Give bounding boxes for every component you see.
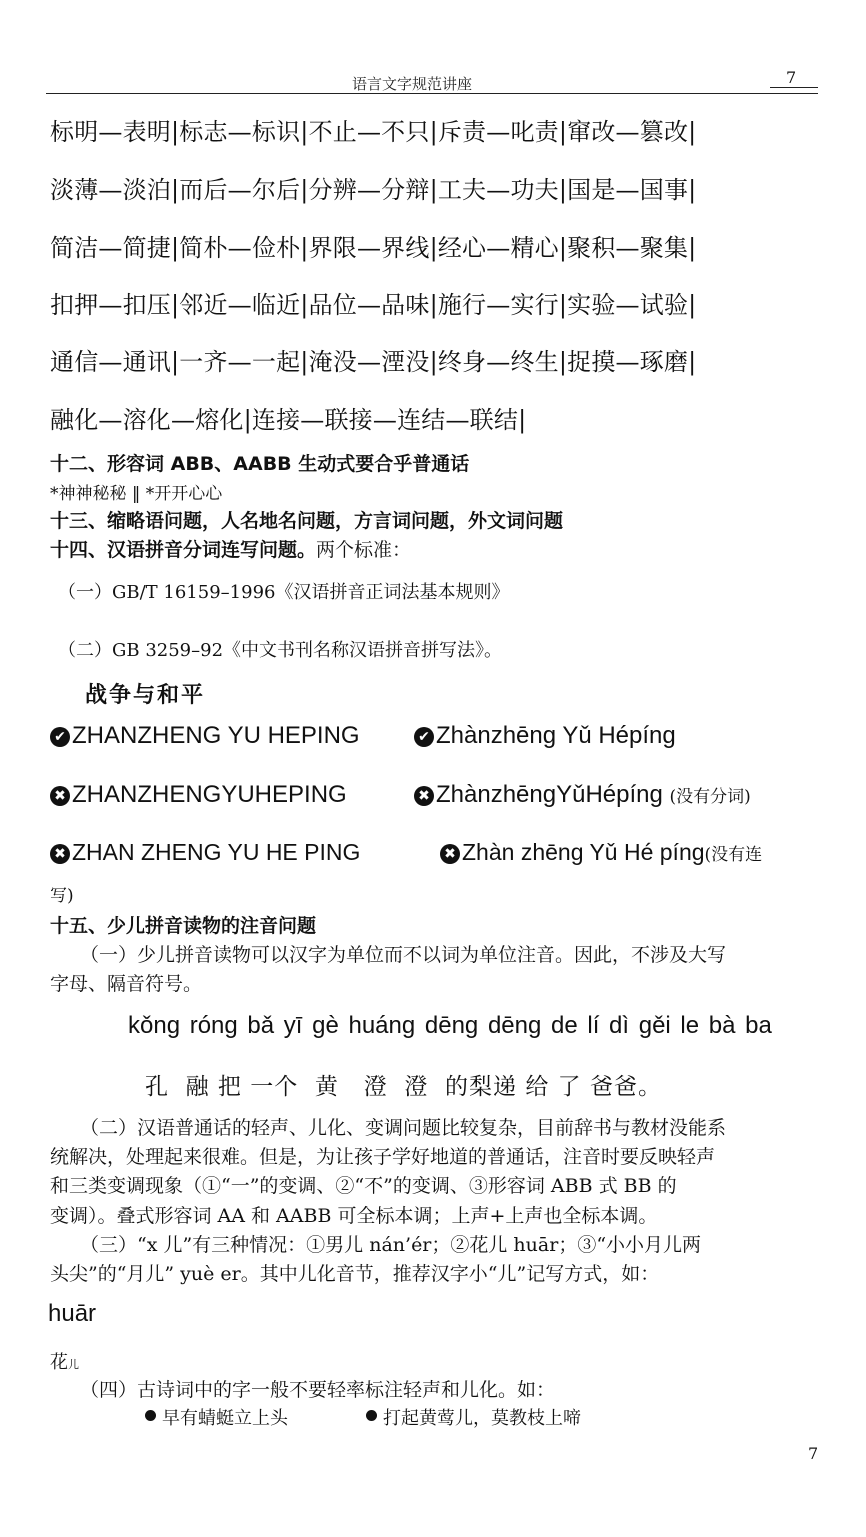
example-row-1-left bbox=[50, 722, 360, 750]
header-number-underline bbox=[770, 87, 818, 88]
sec15-p2-line4: 变调）。叠式形容词 AA 和 AABB 可全标本调；上声+上声也全标本调。 bbox=[50, 1205, 658, 1227]
example-row-1-right bbox=[414, 722, 676, 750]
erhua-hanzi: 花 bbox=[50, 1352, 68, 1373]
example-row-3-right-text: Zhàn zhēng Yǔ Hé píng bbox=[462, 839, 705, 865]
section-15-heading: 十五、少儿拼音读物的注音问题 bbox=[50, 915, 317, 937]
bullet-icon bbox=[145, 1410, 156, 1421]
example-row-1-left-text: ZHANZHENG YU HEPING bbox=[72, 722, 360, 749]
example-row-3-left-text: ZHAN ZHENG YU HE PING bbox=[72, 839, 361, 865]
example-row-2-note: (没有分词) bbox=[669, 787, 751, 807]
sec15-p2-line2: 统解决，处理起来很难。但是，为让孩子学好地道的普通话，注音时要反映轻声 bbox=[50, 1146, 716, 1168]
erhua-pinyin-example: huār bbox=[48, 1300, 97, 1327]
section-12-heading: 十二、形容词 ABB、AABB 生动式要合乎普通话 bbox=[50, 453, 470, 475]
erhua-hanzi-example bbox=[50, 1348, 79, 1374]
sec15-p2-line1: （二）汉语普通话的轻声、儿化、变调问题比较复杂，目前辞书与教材没能系 bbox=[80, 1117, 727, 1139]
pinyin-example: kǒng róng bǎ yī gè huáng dēng dēng de lí dì gěi le bà ba bbox=[128, 1012, 772, 1039]
sec15-p3-line1: （三）“x 儿”有三种情况：①男儿 nán’ér；②花儿 huār；③“小小月儿两 bbox=[80, 1234, 702, 1256]
sec15-p2-line3: 和三类变调现象（①“一”的变调、②“不”的变调、③形容词 ABB 式 BB 的 bbox=[50, 1175, 677, 1197]
incorrect-x-icon: ✖ bbox=[414, 786, 434, 806]
example-row-2-right-text: ZhànzhēngYǔHépíng bbox=[436, 781, 663, 808]
synonym-line-6: 融化—溶化—熔化|连接—联接—连结—联结| bbox=[50, 406, 527, 434]
incorrect-x-icon: ✖ bbox=[50, 844, 70, 864]
section-14-heading bbox=[50, 535, 411, 562]
example-title: 战争与和平 bbox=[85, 683, 206, 708]
bullet-icon bbox=[366, 1410, 377, 1421]
correct-check-icon: ✔ bbox=[414, 727, 434, 747]
synonym-line-4: 扣押—扣压|邻近—临近|品位—品味|施行—实行|实验—试验| bbox=[50, 291, 697, 319]
sec15-p1-line2: 字母、隔音符号。 bbox=[50, 973, 203, 995]
running-header-title: 语言文字规范讲座 bbox=[352, 75, 473, 93]
section-13-heading: 十三、缩略语问题，人名地名问题，方言词问题，外文词问题 bbox=[50, 510, 564, 532]
erhua-small-er: 儿 bbox=[68, 1358, 79, 1371]
footer-page-number: 7 bbox=[808, 1444, 819, 1463]
synonym-line-1: 标明—表明|标志—标识|不止—不只|斥责—叱责|窜改—篡改| bbox=[50, 118, 697, 146]
header-rule bbox=[46, 93, 818, 94]
section-14-heading-text: 十四、汉语拼音分词连写问题。 bbox=[50, 539, 317, 561]
example-row-3-left bbox=[50, 839, 360, 866]
synonym-line-3: 简洁—简捷|简朴—俭朴|界限—界线|经心—精心|聚积—聚集| bbox=[50, 234, 697, 262]
example-row-1-right-text: Zhànzhēng Yǔ Hépíng bbox=[436, 722, 676, 749]
example-row-2-left-text: ZHANZHENGYUHEPING bbox=[72, 781, 347, 808]
incorrect-x-icon: ✖ bbox=[440, 844, 460, 864]
example-row-3-note-tail: 写) bbox=[50, 886, 74, 906]
hanzi-example: 孔 融 把 一个 黄 澄 澄 的梨递 给 了 爸爸。 bbox=[145, 1074, 662, 1100]
poem-line-2: 打起黄莺儿，莫教枝上啼 bbox=[383, 1408, 581, 1429]
sec15-p3-line2: 头尖”的“月儿” yuè er。其中儿化音节，推荐汉字小“儿”记写方式，如： bbox=[50, 1263, 660, 1285]
poem-line-1: 早有蜻蜓立上头 bbox=[162, 1408, 288, 1429]
poem-example-2 bbox=[366, 1404, 581, 1430]
incorrect-x-icon: ✖ bbox=[50, 786, 70, 806]
sec15-p4: （四）古诗词中的字一般不要轻率标注轻声和儿化。如： bbox=[80, 1379, 556, 1401]
example-row-2-right bbox=[414, 781, 751, 809]
standard-1: （一）GB/T 16159–1996《汉语拼音正词法基本规则》 bbox=[58, 582, 510, 603]
section-12-example: *神神秘秘 ‖ *开开心心 bbox=[50, 484, 223, 504]
correct-check-icon: ✔ bbox=[50, 727, 70, 747]
section-14-heading-tail: 两个标准： bbox=[316, 539, 412, 561]
example-row-2-left bbox=[50, 781, 347, 809]
synonym-line-2: 淡薄—淡泊|而后—尔后|分辨—分辩|工夫—功夫|国是—国事| bbox=[50, 176, 697, 204]
poem-example-1 bbox=[145, 1404, 288, 1430]
sec15-p1-line1: （一）少儿拼音读物可以汉字为单位而不以词为单位注音。因此，不涉及大写 bbox=[80, 944, 727, 966]
example-row-3-note: (没有连 bbox=[704, 845, 763, 865]
synonym-line-5: 通信—通讯|一齐—一起|淹没—湮没|终身—终生|捉摸—琢磨| bbox=[50, 348, 697, 376]
example-row-3-right bbox=[440, 839, 762, 866]
running-header-page-number: 7 bbox=[786, 68, 797, 87]
standard-2: （二）GB 3259–92《中文书刊名称汉语拼音拼写法》。 bbox=[58, 640, 503, 661]
